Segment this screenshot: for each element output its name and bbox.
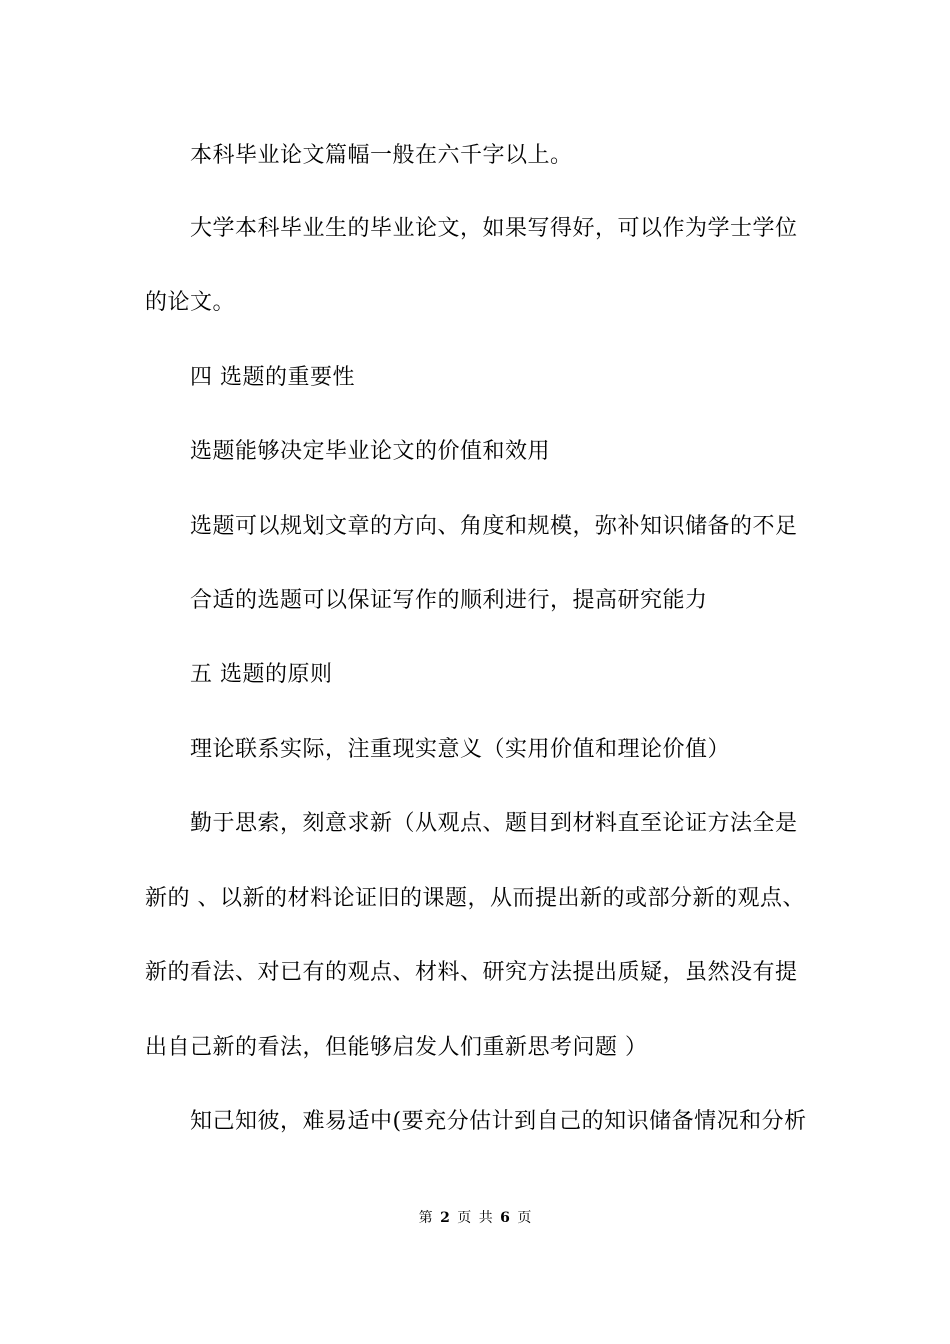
paragraph-thesis-length: 本科毕业论文篇幅一般在六千字以上。 [190, 143, 573, 168]
section-heading-4: 四 选题的重要性 [190, 365, 355, 390]
paragraph-topic-value: 选题能够决定毕业论文的价值和效用 [190, 439, 551, 464]
paragraph-innovation-line1: 勤于思索，刻意求新（从观点、题目到材料直至论证方法全是 [190, 811, 798, 836]
paragraph-know-yourself-line1: 知己知彼，难易适中(要充分估计到自己的知识储备情况和分析 [190, 1109, 807, 1134]
paragraph-innovation-line4: 出自己新的看法，但能够启发人们重新思考问题 ） [145, 1035, 648, 1060]
page-footer [0, 1208, 950, 1228]
paragraph-bachelor-thesis-line1: 大学本科毕业生的毕业论文，如果写得好，可以作为学士学位 [190, 216, 798, 241]
paragraph-theory-practice: 理论联系实际，注重现实意义（实用价值和理论价值） [190, 737, 731, 762]
paragraph-innovation-line2: 新的 、以新的材料论证旧的课题，从而提出新的或部分新的观点、 [145, 886, 805, 911]
paragraph-topic-direction: 选题可以规划文章的方向、角度和规模，弥补知识储备的不足 [190, 514, 798, 539]
footer-total-pages: 6 [500, 1210, 510, 1226]
footer-prefix: 第 [418, 1210, 433, 1226]
paragraph-innovation-line3: 新的看法、对已有的观点、材料、研究方法提出质疑，虽然没有提 [145, 960, 798, 985]
footer-page-number: 2 [440, 1210, 450, 1226]
paragraph-topic-writing: 合适的选题可以保证写作的顺利进行，提高研究能力 [190, 588, 708, 613]
footer-suffix: 页 [517, 1210, 532, 1226]
paragraph-bachelor-thesis-line2: 的论文。 [145, 290, 236, 315]
footer-mid: 页 共 [457, 1210, 493, 1226]
section-heading-5: 五 选题的原则 [190, 662, 333, 687]
